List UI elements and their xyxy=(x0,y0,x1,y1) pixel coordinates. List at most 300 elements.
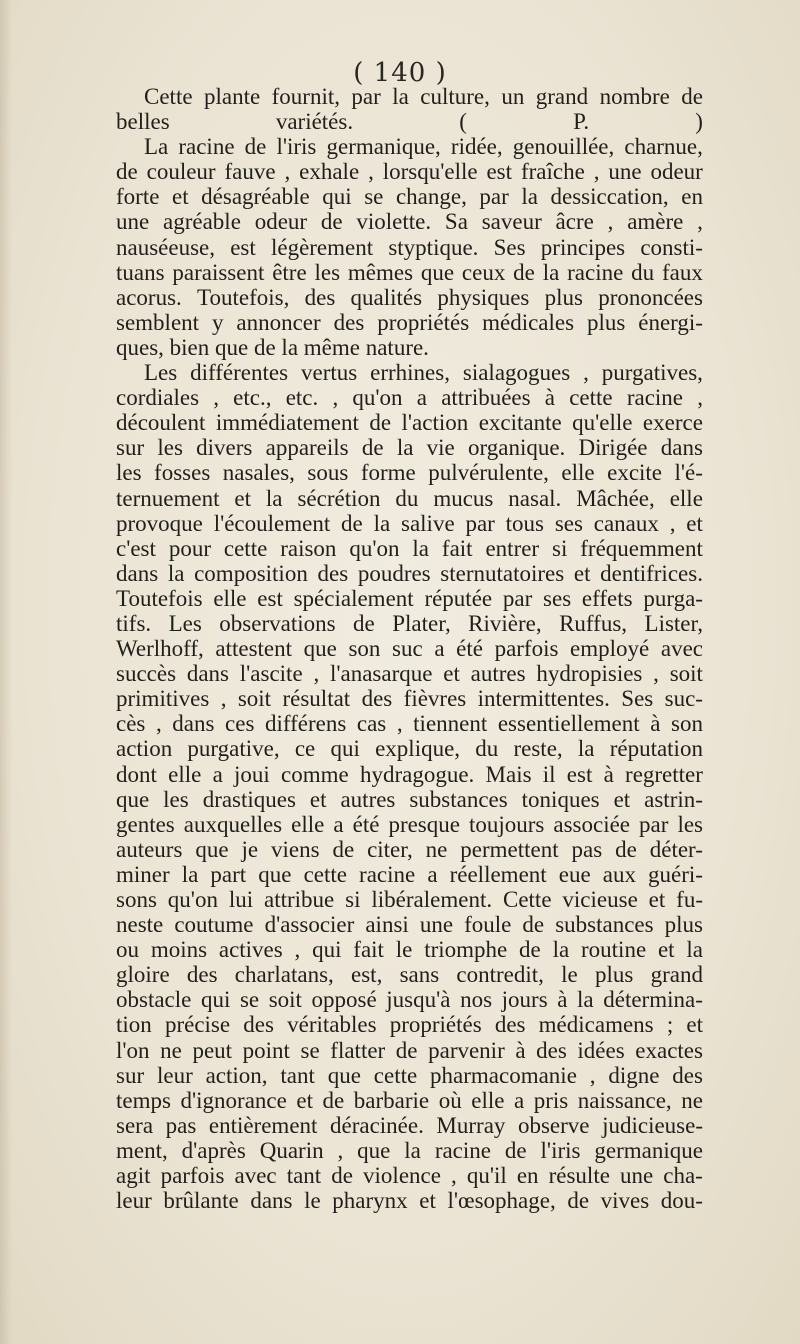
word: l'é- xyxy=(674,460,703,486)
word: , xyxy=(653,661,659,687)
word: brûlante xyxy=(163,1188,239,1214)
word: obstacle xyxy=(116,987,192,1013)
word: racine xyxy=(178,134,235,160)
word: gentes xyxy=(116,811,175,837)
word: Les xyxy=(168,610,202,636)
word: tous xyxy=(505,510,544,536)
word: qui xyxy=(200,987,231,1013)
word: couleur xyxy=(146,159,216,185)
word: Rivière, xyxy=(468,610,542,636)
word: belles xyxy=(116,109,170,135)
word: est xyxy=(566,761,593,787)
word: de xyxy=(353,610,375,636)
word: joui xyxy=(234,761,270,787)
word: de xyxy=(322,1087,345,1113)
word: idées xyxy=(577,1037,625,1063)
word: que xyxy=(357,1137,391,1163)
word: sans xyxy=(399,962,440,988)
word: sur xyxy=(116,435,145,461)
word: coutume xyxy=(174,912,254,938)
word: a xyxy=(513,1087,525,1113)
word: faux xyxy=(661,259,703,285)
word: des xyxy=(672,1062,703,1088)
word: été xyxy=(456,636,483,662)
word: purgative, xyxy=(187,736,280,762)
word: drastiques xyxy=(202,786,296,812)
word: âcre xyxy=(555,209,594,235)
word: hydropisies xyxy=(536,661,643,687)
word: médicales xyxy=(482,309,575,335)
word: la xyxy=(521,184,538,210)
word: entièrement xyxy=(208,1112,318,1138)
word: ne xyxy=(160,1037,182,1063)
word: tion xyxy=(116,1012,152,1038)
word: de xyxy=(513,259,535,285)
word: , xyxy=(697,385,703,411)
word: une xyxy=(419,912,454,938)
word: le xyxy=(304,1188,321,1214)
word: a xyxy=(212,761,223,787)
word: tant xyxy=(286,1163,322,1189)
word: soit xyxy=(268,987,302,1013)
word: sur xyxy=(116,1062,145,1088)
word: détermina- xyxy=(603,987,703,1013)
word: et xyxy=(234,485,251,511)
word: styptique. xyxy=(388,234,479,260)
word: et xyxy=(648,887,666,912)
text-line xyxy=(116,134,703,159)
word: découlent xyxy=(116,410,206,436)
word: sera xyxy=(116,1112,154,1138)
word: de xyxy=(116,159,138,185)
word: fosses xyxy=(154,460,211,486)
text-line xyxy=(116,1063,703,1088)
word: à xyxy=(557,987,568,1013)
word: ment, xyxy=(116,1137,168,1163)
word: parfois xyxy=(160,1163,225,1189)
word: composition xyxy=(194,560,308,586)
word: des xyxy=(494,1012,526,1038)
word: acorus. xyxy=(116,284,182,310)
word: racine xyxy=(567,259,624,285)
word: suc- xyxy=(664,686,703,712)
word: routine xyxy=(581,937,647,963)
word: point xyxy=(242,1037,290,1063)
word: est xyxy=(230,234,256,260)
word: le xyxy=(561,962,578,988)
word: la xyxy=(396,435,414,461)
word: primitives xyxy=(116,686,210,712)
word: , xyxy=(220,686,227,712)
word: ce xyxy=(294,736,316,762)
word: se xyxy=(300,1037,320,1063)
text-line xyxy=(116,987,703,1012)
word: des xyxy=(361,686,393,712)
word: aux xyxy=(602,861,636,887)
word: ainsi xyxy=(365,912,409,938)
word: la xyxy=(686,937,703,963)
word: genouillée, xyxy=(512,134,615,160)
text-line xyxy=(116,410,703,435)
word: essentiellement xyxy=(497,711,640,737)
word: , xyxy=(368,159,374,185)
word: a xyxy=(427,861,438,887)
word: reste, xyxy=(513,736,563,762)
word: entrer xyxy=(485,535,540,561)
word: cette xyxy=(223,535,268,561)
word: la xyxy=(392,84,409,109)
word: d'ignorance xyxy=(180,1087,287,1113)
word: elle xyxy=(213,585,247,611)
text-line xyxy=(116,486,703,511)
word: Werlhoff, xyxy=(116,636,204,662)
word: plus xyxy=(595,962,634,988)
word: dont xyxy=(116,761,157,787)
word: dentifrices. xyxy=(600,560,703,586)
word: une xyxy=(608,159,642,185)
word: exerce xyxy=(642,410,703,436)
word: parfois xyxy=(494,636,559,662)
word: barbarie xyxy=(353,1087,430,1113)
word: astrin- xyxy=(644,786,703,812)
word: dans xyxy=(172,711,215,737)
word: appareils xyxy=(265,435,349,461)
word: exactes xyxy=(635,1037,703,1063)
word: judicieuse- xyxy=(602,1112,703,1138)
word: désagréable xyxy=(201,184,310,210)
word: énergi- xyxy=(638,309,703,335)
word: à xyxy=(650,711,661,737)
word: guéri- xyxy=(648,861,703,887)
word: Cette xyxy=(502,887,552,912)
text-line xyxy=(116,1163,703,1188)
word: elle xyxy=(291,811,325,837)
text-line xyxy=(116,837,703,862)
word: elle xyxy=(471,1087,505,1113)
word: des xyxy=(333,309,365,335)
text-line xyxy=(116,636,703,661)
word: par xyxy=(351,84,381,109)
word: propriétés xyxy=(377,309,470,335)
word: que xyxy=(195,836,229,862)
word: qu'il xyxy=(466,1163,507,1189)
word: Plater, xyxy=(392,610,451,636)
text-line xyxy=(116,1138,703,1163)
word: les xyxy=(157,435,183,461)
word: par xyxy=(639,811,669,837)
word: part xyxy=(210,861,247,887)
word: attestent xyxy=(215,636,293,662)
word: tuans xyxy=(116,259,165,285)
word: forte xyxy=(116,184,160,210)
text-line xyxy=(116,310,703,335)
word: soit xyxy=(237,686,272,712)
word: , xyxy=(155,711,162,737)
word: amère xyxy=(627,209,684,235)
word: précise xyxy=(164,1012,231,1038)
word: l'anasarque xyxy=(329,661,433,687)
word: tiennent xyxy=(413,711,488,737)
word: et xyxy=(296,1087,313,1113)
word: cette xyxy=(303,861,347,887)
word: que xyxy=(327,1062,361,1088)
word: médicamens xyxy=(538,1012,654,1038)
word: de xyxy=(522,912,545,938)
text-line xyxy=(116,84,703,109)
text-line xyxy=(116,661,703,686)
word: cordiales xyxy=(116,385,200,411)
word: paraissent xyxy=(172,259,265,285)
word: d'associer xyxy=(264,912,355,938)
word: prononcées xyxy=(598,284,703,310)
word: racine xyxy=(626,385,684,411)
word: observations xyxy=(219,610,336,636)
word: à xyxy=(603,761,614,787)
word: , xyxy=(583,360,589,386)
word: , xyxy=(669,510,676,536)
word: c'est xyxy=(116,535,156,561)
word: se xyxy=(239,987,260,1013)
word: pris xyxy=(533,1087,569,1113)
word: Toutefois xyxy=(116,585,203,611)
word: associée xyxy=(553,811,631,837)
text-line xyxy=(116,1012,703,1037)
word: toujours xyxy=(468,811,545,837)
word: l'iris xyxy=(276,134,317,160)
word: germanique xyxy=(594,1137,703,1163)
word: leur xyxy=(116,1188,152,1214)
text-line xyxy=(116,962,703,987)
text-line xyxy=(116,209,703,234)
text-line xyxy=(116,1188,703,1213)
word: opposé xyxy=(311,987,377,1013)
word: la xyxy=(542,259,560,285)
word: par xyxy=(502,585,533,611)
word: pour xyxy=(168,535,211,561)
word: fraîche xyxy=(520,159,585,185)
text-line xyxy=(116,536,703,561)
word: , xyxy=(697,209,703,235)
word: , xyxy=(451,1163,457,1189)
word: plus xyxy=(586,309,626,335)
word: nos xyxy=(460,987,493,1013)
word: l'écoulement xyxy=(213,510,331,536)
text-line xyxy=(116,812,703,837)
word: charnue, xyxy=(624,134,703,160)
word: que xyxy=(303,636,337,662)
word: la xyxy=(577,987,594,1013)
word: parvenir xyxy=(428,1037,505,1063)
word: culture, xyxy=(420,84,490,109)
word: fréquemment xyxy=(580,535,703,561)
word: le xyxy=(395,937,413,963)
word: presque xyxy=(388,811,460,837)
word: dans xyxy=(250,1188,293,1214)
word: les xyxy=(116,460,142,486)
word: leur xyxy=(156,1062,193,1088)
word: grand xyxy=(535,84,589,109)
word: par xyxy=(465,510,495,536)
word: auxquelles xyxy=(183,811,283,837)
text-line xyxy=(116,385,703,410)
word: vie xyxy=(426,435,455,461)
text-line xyxy=(116,360,703,385)
word: la xyxy=(412,535,429,561)
word: hydragogue. xyxy=(359,761,475,787)
word: par xyxy=(479,184,509,210)
word: réputation xyxy=(609,736,703,762)
text-line xyxy=(116,460,703,485)
word: Ruffus, xyxy=(559,610,628,636)
word: vertus xyxy=(300,360,358,386)
word: ou xyxy=(116,937,139,963)
word: lui xyxy=(228,887,254,912)
text-line xyxy=(116,736,703,761)
word: avec xyxy=(234,1163,277,1189)
word: est xyxy=(486,159,513,185)
word: plante xyxy=(203,84,261,109)
word: agit xyxy=(116,1163,151,1189)
word: action xyxy=(116,736,173,762)
body-text xyxy=(116,84,703,1213)
word: que xyxy=(258,861,292,887)
word: vives xyxy=(600,1188,650,1214)
word: flatter xyxy=(330,1037,386,1063)
word: physiques xyxy=(437,284,530,310)
word: pas xyxy=(571,836,603,862)
word: semblent xyxy=(116,309,200,335)
word: ternuement xyxy=(116,485,220,511)
word: attribue xyxy=(264,887,335,912)
word: un xyxy=(501,84,525,109)
word: les xyxy=(163,786,189,812)
word: de xyxy=(320,209,343,235)
word: Cette xyxy=(144,84,193,109)
word: que xyxy=(116,786,150,812)
word: je xyxy=(241,836,259,862)
word: racine xyxy=(434,1137,491,1163)
word: sécrétion xyxy=(297,485,381,511)
word: sons xyxy=(116,887,157,912)
word: l'ascite xyxy=(239,661,303,687)
word: la xyxy=(167,560,185,586)
text-line xyxy=(116,862,703,887)
word: comme xyxy=(281,761,349,787)
word: de xyxy=(395,1037,418,1063)
word: et xyxy=(419,1188,436,1214)
word: à xyxy=(544,385,556,411)
word: son xyxy=(671,711,703,737)
word: odeur xyxy=(650,159,703,185)
word: La xyxy=(144,134,169,160)
text-line xyxy=(116,937,703,962)
word: de xyxy=(332,836,355,862)
word: été xyxy=(352,811,380,837)
word: différens xyxy=(264,711,347,737)
word: actives xyxy=(218,937,283,963)
text-line xyxy=(116,912,703,937)
text-line xyxy=(116,235,703,260)
word: en xyxy=(516,1163,539,1189)
word: agréable xyxy=(163,209,241,235)
word: purga- xyxy=(643,585,703,611)
word: elle xyxy=(561,460,595,486)
text-line xyxy=(116,611,703,636)
word: la xyxy=(181,861,199,887)
text-line xyxy=(116,887,703,912)
word: jusqu'à xyxy=(386,987,451,1013)
word: ces xyxy=(225,711,255,737)
word: la xyxy=(552,937,570,963)
word: des xyxy=(304,284,336,310)
word: ses xyxy=(543,585,572,611)
word: auteurs xyxy=(116,836,183,862)
word: réellement xyxy=(449,861,547,887)
word: lorsqu'elle xyxy=(382,159,478,185)
word: , xyxy=(607,209,614,235)
word: miner xyxy=(116,861,170,887)
word: à xyxy=(515,1037,526,1063)
word: ses xyxy=(554,510,583,536)
word: nasal. xyxy=(508,485,562,511)
word: l'on xyxy=(116,1037,150,1063)
word: viens xyxy=(270,836,320,862)
word: annoncer xyxy=(236,309,321,335)
word: vicieuse xyxy=(562,887,638,912)
word: de xyxy=(681,84,703,109)
word: une xyxy=(619,1163,654,1189)
word: eue xyxy=(558,861,591,887)
word: tant xyxy=(280,1062,315,1088)
word: des xyxy=(536,1037,567,1063)
word: , xyxy=(337,1137,344,1163)
text-line xyxy=(116,1038,703,1063)
word: cette xyxy=(373,1062,418,1088)
word: si xyxy=(345,887,361,912)
word: et xyxy=(443,661,460,687)
word: Les xyxy=(144,360,178,386)
word: sous xyxy=(307,460,349,486)
word: immédiatement xyxy=(215,410,359,436)
word: ne xyxy=(681,1087,703,1113)
word: de xyxy=(567,1188,590,1214)
word: explique, xyxy=(375,736,461,762)
word: errhines, xyxy=(370,360,450,386)
word: Ses xyxy=(621,686,654,712)
word: et xyxy=(657,937,675,963)
word: divers xyxy=(196,435,253,461)
word: et xyxy=(686,1012,703,1038)
word: et xyxy=(686,510,703,536)
word: , xyxy=(294,937,301,963)
word: si xyxy=(552,535,568,561)
word: temps xyxy=(116,1087,171,1113)
word: Dirigée xyxy=(578,435,648,461)
word: canaux xyxy=(593,510,659,536)
word: autres xyxy=(470,661,526,687)
word: purgatives, xyxy=(601,360,703,386)
word: neste xyxy=(116,912,164,938)
word: fu- xyxy=(676,887,703,912)
word: variétés. xyxy=(275,109,354,135)
word: la xyxy=(265,485,283,511)
word: la xyxy=(577,736,595,762)
word: une xyxy=(116,209,150,235)
word: dans xyxy=(660,435,703,461)
word: , xyxy=(313,661,320,687)
word: action, xyxy=(205,1062,268,1088)
word: de xyxy=(369,410,392,436)
